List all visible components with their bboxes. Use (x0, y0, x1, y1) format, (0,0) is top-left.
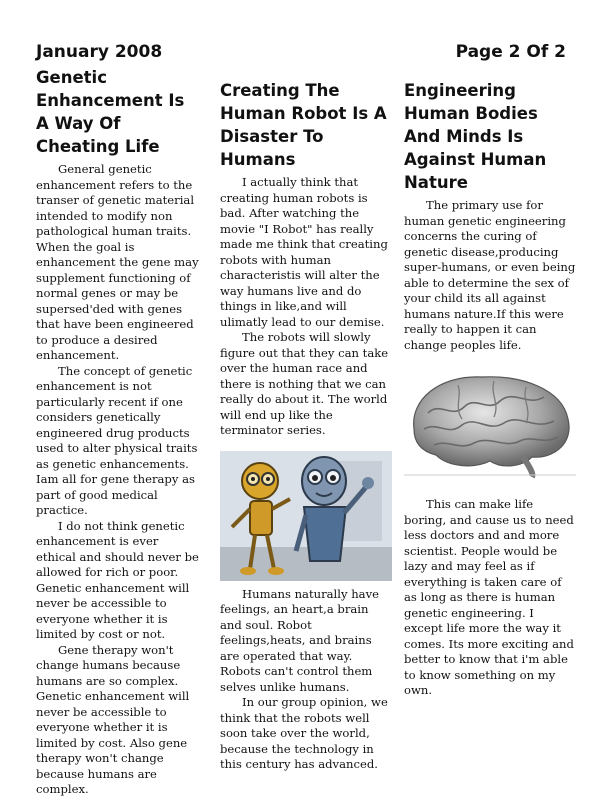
paragraph: The primary use for human genetic engineering concerns the curing of genetic disease,producing super-humans, or even being able to determine the sex of your child its all against humans nature.If this were really to happen it can change peoples life. (404, 198, 576, 352)
article-engineering-bodies (404, 79, 576, 699)
article-title: Engineering Human Bodies And Minds Is Against Human Nature (404, 81, 547, 192)
article-title: Genetic Enhancement Is A Way Of Cheating Life (36, 68, 185, 156)
article-title: Creating The Human Robot Is A Disaster To Humans (220, 81, 387, 169)
paragraph: Humans naturally have feelings, an heart,a brain and soul. Robot feelings,heats, and brains are operated that way. Robots can't control them selves unlike humans. (220, 586, 379, 694)
issue-date: January 2008 (36, 42, 163, 62)
brain-image (404, 367, 576, 479)
paragraph: This can make life boring, and cause us to need less doctors and and more scientist. People would be lazy and may feel as if everything is taken care of as long as there is human genetic engineering. I except life more the way it comes. Its more exciting and better to know that i'm able to know something on my own. (404, 497, 574, 697)
page-header (36, 42, 566, 64)
article-genetic-enhancement (36, 66, 200, 798)
brain-illustration (404, 367, 576, 479)
robots-illustration (220, 451, 392, 581)
article-human-robot (220, 79, 392, 773)
paragraph: The robots will slowly figure out that they can take over the human race and there is nothing that we can really do about it. The world will end up like the terminator series. (220, 330, 389, 437)
paragraph: Gene therapy won't change humans because humans are so complex. Genetic enhancement will never be accessible to everyone whether it is limited by cost. Also gene therapy won't change because humans are complex. (36, 642, 190, 796)
paragraph: I actually think that creating human robots is bad. After watching the movie "I Robot" has really made me think that creating robots with human characteristis will alter the way humans live and do things in like,and will ulimatly lead to our demise. (220, 175, 388, 329)
paragraph: General genetic enhancement refers to the transer of genetic material intended to modify non pathological human traits. When the goal is enhancement the gene may supplement functioning of normal genes or may be supersed'ded with genes that have been engineered to produce a desired enhancement. (36, 162, 199, 362)
paragraph: The concept of genetic enhancement is not particularly recent if one considers genetically engineered drug products used to alter physical traits as genetic enhancements. Iam all for gene therapy as part of good medical practice. (36, 363, 198, 517)
page-number: Page 2 Of 2 (455, 42, 566, 62)
paragraph: In our group opinion, we think that the robots well soon take over the world, because the technology in this century has advanced. (220, 695, 388, 771)
paragraph: I do not think genetic enhancement is ever ethical and should never be allowed for rich or poor. Genetic enhancement will never be accessible to everyone whether it is limited by cost or not. (36, 518, 199, 641)
robots-image (220, 451, 392, 581)
